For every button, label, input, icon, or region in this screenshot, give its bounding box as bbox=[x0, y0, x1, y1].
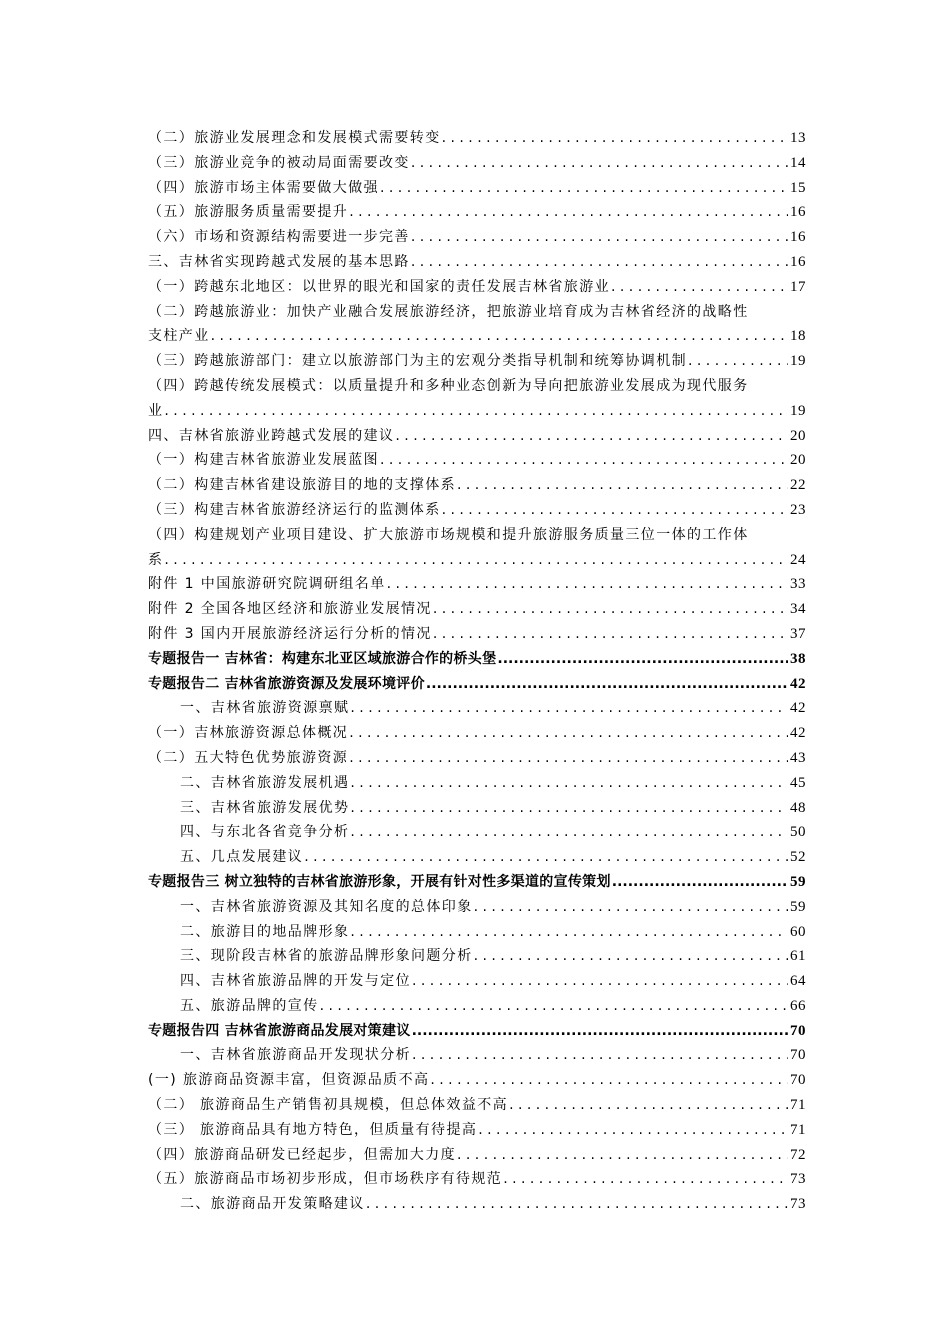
toc-page-number: 24 bbox=[790, 551, 806, 568]
toc-entry[interactable] bbox=[148, 746, 806, 771]
toc-entry-title: （四）旅游商品研发已经起步，但需加大力度 bbox=[148, 1146, 456, 1163]
toc-entry-title: （五）旅游服务质量需要提升 bbox=[148, 204, 349, 221]
toc-page-number: 19 bbox=[790, 353, 806, 370]
toc-page-number: 13 bbox=[790, 130, 806, 146]
toc-entry-title: （五）旅游商品市场初步形成，但市场秩序有待规范 bbox=[148, 1171, 503, 1188]
toc-page-number: 19 bbox=[790, 402, 806, 419]
toc-entry[interactable] bbox=[148, 176, 806, 201]
dot-leader bbox=[442, 498, 788, 523]
toc-entry-title: 二、吉林省旅游发展机遇 bbox=[180, 774, 350, 791]
toc-entry[interactable] bbox=[148, 349, 806, 374]
dot-leader bbox=[304, 845, 788, 870]
toc-entry[interactable] bbox=[148, 672, 806, 697]
toc-page-number: 66 bbox=[790, 997, 806, 1014]
dot-leader bbox=[411, 225, 788, 250]
toc-entry[interactable] bbox=[148, 994, 806, 1019]
dot-leader bbox=[350, 771, 788, 796]
dot-leader bbox=[503, 1167, 788, 1192]
dot-leader bbox=[688, 349, 788, 374]
toc-entry[interactable] bbox=[148, 920, 806, 945]
toc-entry-title: 附件 1 中国旅游研究院调研组名单 bbox=[148, 576, 386, 593]
toc-entry-title: （四）构建规划产业项目建设、扩大旅游市场规模和提升旅游服务质量三位一体的工作体 bbox=[148, 526, 749, 543]
dot-leader bbox=[497, 647, 788, 672]
dot-leader bbox=[411, 151, 788, 176]
dot-leader bbox=[395, 424, 788, 449]
toc-entry-title: 四、吉林省旅游品牌的开发与定位 bbox=[180, 973, 411, 990]
toc-entry-title: （二）构建吉林省建设旅游目的地的支撑体系 bbox=[148, 477, 456, 494]
toc-page-number: 71 bbox=[790, 1121, 806, 1138]
toc-entry[interactable] bbox=[148, 1192, 806, 1217]
toc-entry-title: （三）旅游业竞争的被动局面需要改变 bbox=[148, 154, 410, 171]
toc-entry[interactable] bbox=[148, 126, 806, 151]
toc-entry[interactable] bbox=[148, 597, 806, 622]
dot-leader bbox=[612, 870, 788, 895]
toc-entry[interactable] bbox=[148, 1118, 806, 1143]
table-of-contents bbox=[148, 126, 806, 1217]
toc-entry[interactable] bbox=[148, 1167, 806, 1192]
dot-leader bbox=[350, 920, 788, 945]
toc-page-number: 45 bbox=[790, 774, 806, 791]
toc-page-number: 34 bbox=[790, 601, 806, 618]
toc-page-number: 48 bbox=[790, 799, 806, 816]
toc-entry-title: （二）旅游业发展理念和发展模式需要转变 bbox=[148, 130, 441, 146]
toc-page-number: 59 bbox=[790, 873, 806, 890]
toc-entry[interactable] bbox=[148, 696, 806, 721]
toc-page-number: 37 bbox=[790, 625, 806, 642]
toc-entry[interactable] bbox=[148, 1019, 806, 1044]
toc-entry-title: 四、吉林省旅游业跨越式发展的建议 bbox=[148, 427, 395, 444]
toc-page-number: 16 bbox=[790, 204, 806, 221]
toc-entry-title: 附件 2 全国各地区经济和旅游业发展情况 bbox=[148, 601, 432, 618]
toc-page-number: 42 bbox=[790, 725, 806, 742]
toc-page-number: 22 bbox=[790, 477, 806, 494]
toc-entry[interactable] bbox=[148, 622, 806, 647]
dot-leader bbox=[164, 548, 788, 573]
toc-entry[interactable] bbox=[148, 572, 806, 597]
toc-entry-title: 一、吉林省旅游商品开发现状分析 bbox=[180, 1047, 411, 1064]
toc-entry[interactable] bbox=[148, 771, 806, 796]
dot-leader bbox=[611, 275, 788, 300]
toc-entry[interactable] bbox=[148, 796, 806, 821]
toc-page-number: 16 bbox=[790, 229, 806, 246]
dot-leader bbox=[380, 448, 788, 473]
dot-leader bbox=[350, 696, 788, 721]
dot-leader bbox=[211, 324, 788, 349]
toc-entry-title: 三、现阶段吉林省的旅游品牌形象问题分析 bbox=[180, 948, 473, 965]
toc-entry-title: 三、吉林省旅游发展优势 bbox=[180, 799, 350, 816]
toc-entry[interactable] bbox=[148, 895, 806, 920]
toc-entry-title: 三、吉林省实现跨越式发展的基本思路 bbox=[148, 253, 410, 270]
toc-page-number: 73 bbox=[790, 1171, 806, 1188]
toc-entry[interactable] bbox=[148, 944, 806, 969]
toc-entry[interactable] bbox=[148, 300, 806, 350]
toc-page-number: 59 bbox=[790, 898, 806, 915]
toc-page-number: 70 bbox=[790, 1072, 806, 1089]
toc-entry-title: （二）跨越旅游业：加快产业融合发展旅游经济，把旅游业培育成为吉林省经济的战略性 bbox=[148, 303, 749, 320]
toc-entry-title: 五、几点发展建议 bbox=[180, 849, 304, 866]
toc-entry-title: （三） 旅游商品具有地方特色，但质量有待提高 bbox=[148, 1121, 478, 1138]
toc-entry-title-continuation: 业 bbox=[148, 402, 164, 419]
toc-page-number: 70 bbox=[790, 1022, 806, 1039]
toc-entry-title: （一）吉林旅游资源总体概况 bbox=[148, 725, 349, 742]
toc-page-number: 17 bbox=[790, 278, 806, 295]
toc-page-number: 70 bbox=[790, 1047, 806, 1064]
toc-page-number: 61 bbox=[790, 948, 806, 965]
toc-entry-title: （四）跨越传统发展模式：以质量提升和多种业态创新为导向把旅游业发展成为现代服务 bbox=[148, 377, 749, 394]
toc-entry-title: （六）市场和资源结构需要进一步完善 bbox=[148, 229, 410, 246]
toc-page-number: 42 bbox=[790, 700, 806, 717]
toc-entry[interactable] bbox=[148, 200, 806, 225]
toc-page-number: 15 bbox=[790, 179, 806, 196]
toc-page-number: 64 bbox=[790, 973, 806, 990]
toc-entry[interactable] bbox=[148, 1068, 806, 1093]
toc-entry[interactable] bbox=[148, 523, 806, 573]
dot-leader bbox=[350, 796, 788, 821]
dot-leader bbox=[474, 895, 788, 920]
toc-page-number: 73 bbox=[790, 1196, 806, 1213]
toc-entry-title: 二、旅游商品开发策略建议 bbox=[180, 1196, 365, 1213]
toc-entry[interactable] bbox=[148, 225, 806, 250]
toc-entry[interactable] bbox=[148, 1143, 806, 1168]
toc-entry[interactable] bbox=[148, 870, 806, 895]
toc-entry-title: 四、与东北各省竞争分析 bbox=[180, 824, 350, 841]
toc-entry[interactable] bbox=[148, 647, 806, 672]
toc-entry-title: （一）构建吉林省旅游业发展蓝图 bbox=[148, 452, 379, 469]
toc-entry-title: （四）旅游市场主体需要做大做强 bbox=[148, 179, 379, 196]
toc-entry[interactable] bbox=[148, 969, 806, 994]
dot-leader bbox=[430, 1068, 788, 1093]
dot-leader bbox=[457, 473, 788, 498]
toc-entry[interactable] bbox=[148, 820, 806, 845]
toc-page-number: 38 bbox=[790, 650, 806, 667]
toc-page-number: 23 bbox=[790, 501, 806, 518]
toc-entry-title: 一、吉林省旅游资源及其知名度的总体印象 bbox=[180, 898, 473, 915]
dot-leader bbox=[349, 746, 788, 771]
toc-entry[interactable] bbox=[148, 845, 806, 870]
toc-entry[interactable] bbox=[148, 1093, 806, 1118]
toc-page-number: 33 bbox=[790, 576, 806, 593]
toc-page-number: 16 bbox=[790, 253, 806, 270]
toc-entry-title: （三）跨越旅游部门：建立以旅游部门为主的宏观分类指导机制和统筹协调机制 bbox=[148, 353, 687, 370]
toc-page-number: 50 bbox=[790, 824, 806, 841]
toc-entry-title: （二） 旅游商品生产销售初具规模，但总体效益不高 bbox=[148, 1097, 509, 1114]
toc-entry[interactable] bbox=[148, 374, 806, 424]
dot-leader bbox=[349, 721, 788, 746]
dot-leader bbox=[457, 1143, 788, 1168]
toc-page-number: 71 bbox=[790, 1097, 806, 1114]
toc-entry[interactable] bbox=[148, 250, 806, 275]
toc-entry-title: （二）五大特色优势旅游资源 bbox=[148, 749, 349, 766]
dot-leader bbox=[366, 1192, 788, 1217]
toc-entry[interactable] bbox=[148, 721, 806, 746]
toc-entry[interactable] bbox=[148, 275, 806, 300]
toc-entry-title: （三）构建吉林省旅游经济运行的监测体系 bbox=[148, 501, 441, 518]
toc-entry[interactable] bbox=[148, 151, 806, 176]
dot-leader bbox=[387, 572, 788, 597]
dot-leader bbox=[426, 672, 788, 697]
toc-entry-title: 附件 3 国内开展旅游经济运行分析的情况 bbox=[148, 625, 432, 642]
toc-entry-title: 五、旅游品牌的宣传 bbox=[180, 997, 319, 1014]
toc-entry-title: 专题报告四 吉林省旅游商品发展对策建议 bbox=[148, 1022, 411, 1039]
dot-leader bbox=[350, 820, 788, 845]
dot-leader bbox=[509, 1093, 788, 1118]
toc-entry-title: 专题报告一 吉林省：构建东北亚区域旅游合作的桥头堡 bbox=[148, 650, 497, 667]
toc-page-number: 14 bbox=[790, 154, 806, 171]
dot-leader bbox=[412, 969, 788, 994]
toc-entry[interactable] bbox=[148, 473, 806, 498]
toc-entry-title: (一) 旅游商品资源丰富，但资源品质不高 bbox=[148, 1072, 430, 1089]
toc-page-number: 20 bbox=[790, 427, 806, 444]
toc-entry-title: 一、吉林省旅游资源禀赋 bbox=[180, 700, 350, 717]
toc-entry-title: （一）跨越东北地区：以世界的眼光和国家的责任发展吉林省旅游业 bbox=[148, 278, 610, 295]
toc-entry[interactable] bbox=[148, 1043, 806, 1068]
toc-entry-title: 专题报告三 树立独特的吉林省旅游形象，开展有针对性多渠道的宣传策划 bbox=[148, 873, 611, 890]
toc-entry-title-continuation: 系 bbox=[148, 551, 164, 568]
toc-page-number: 72 bbox=[790, 1146, 806, 1163]
dot-leader bbox=[349, 200, 788, 225]
toc-page-number: 60 bbox=[790, 923, 806, 940]
toc-page-number: 20 bbox=[790, 452, 806, 469]
dot-leader bbox=[442, 126, 788, 151]
toc-entry-title-continuation: 支柱产业 bbox=[148, 328, 210, 345]
dot-leader bbox=[474, 944, 788, 969]
toc-entry[interactable] bbox=[148, 498, 806, 523]
dot-leader bbox=[433, 597, 788, 622]
toc-entry-title: 二、旅游目的地品牌形象 bbox=[180, 923, 350, 940]
dot-leader bbox=[433, 622, 788, 647]
dot-leader bbox=[412, 1019, 788, 1044]
toc-page-number: 43 bbox=[790, 749, 806, 766]
dot-leader bbox=[411, 250, 788, 275]
toc-entry[interactable] bbox=[148, 448, 806, 473]
dot-leader bbox=[164, 399, 788, 424]
toc-entry-title: 专题报告二 吉林省旅游资源及发展环境评价 bbox=[148, 675, 425, 692]
dot-leader bbox=[412, 1043, 788, 1068]
toc-page-number: 42 bbox=[790, 675, 806, 692]
toc-entry[interactable] bbox=[148, 424, 806, 449]
dot-leader bbox=[478, 1118, 788, 1143]
toc-page-number: 18 bbox=[790, 328, 806, 345]
toc-page-number: 52 bbox=[790, 849, 806, 866]
dot-leader bbox=[320, 994, 788, 1019]
dot-leader bbox=[380, 176, 788, 201]
